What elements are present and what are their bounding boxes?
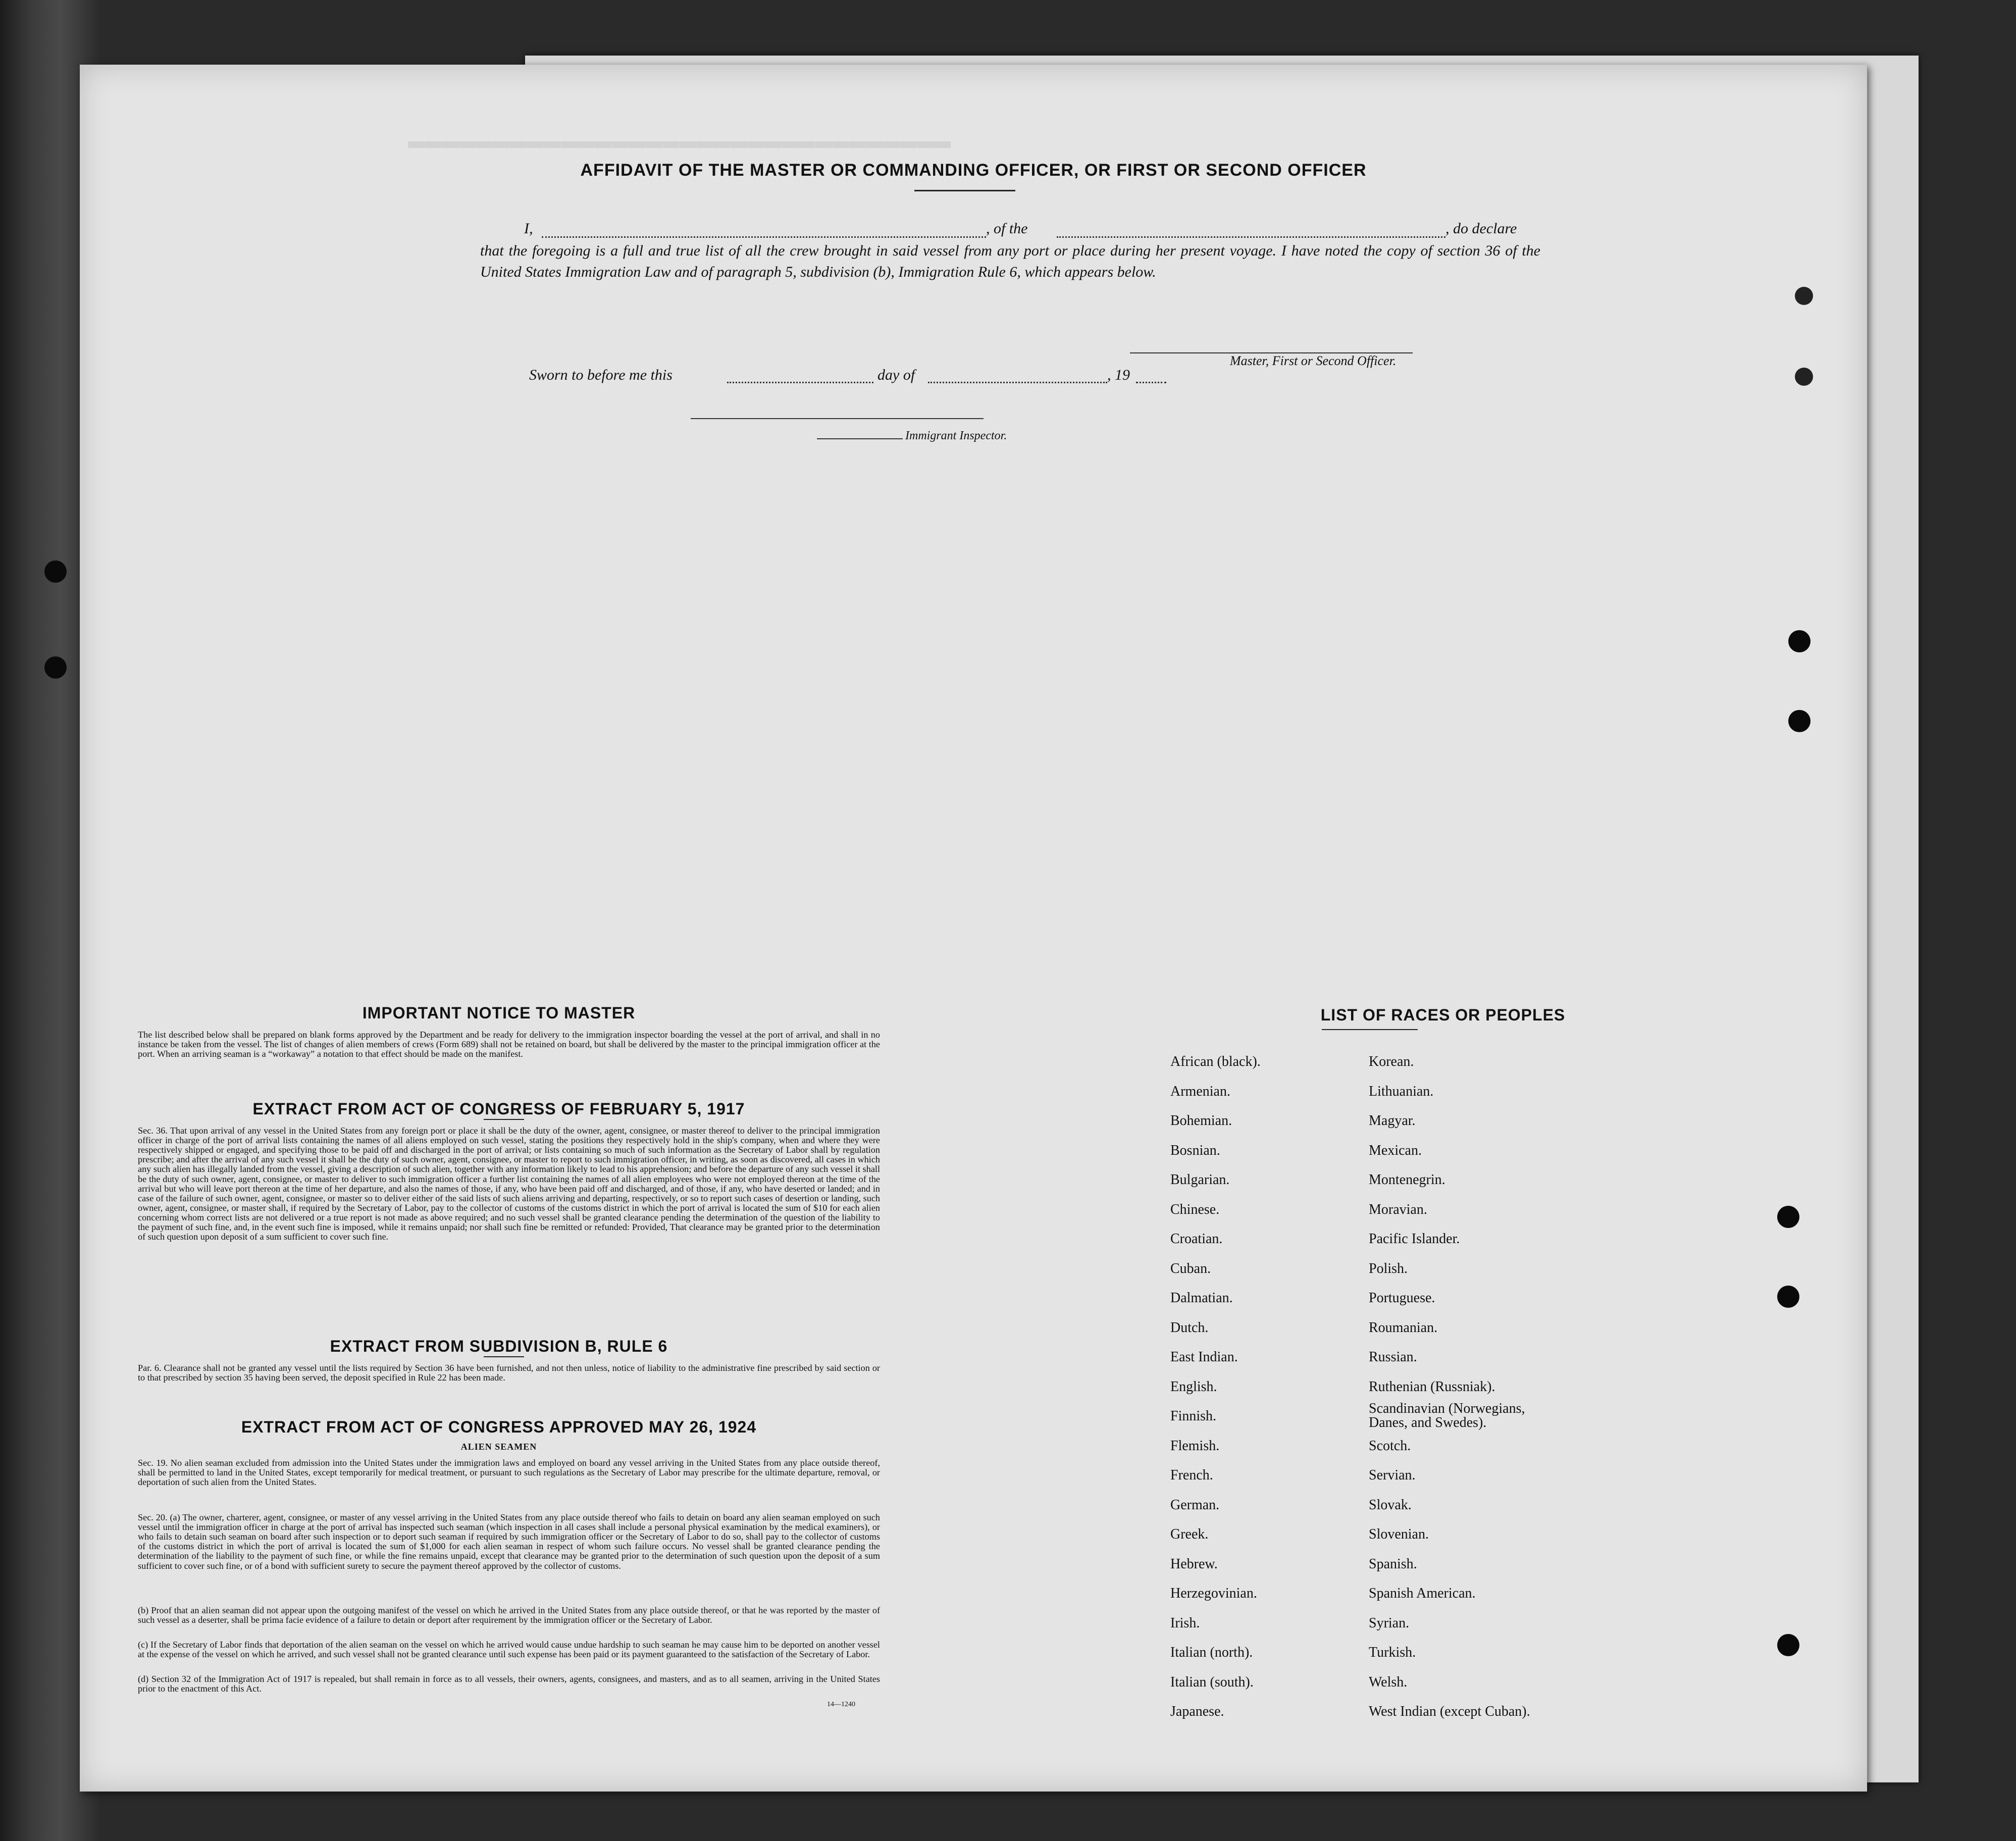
extract-1917-title: EXTRACT FROM ACT OF CONGRESS OF FEBRUARY 5, 1917 bbox=[252, 1100, 745, 1118]
punch-hole bbox=[1788, 710, 1811, 732]
race-item: Scandinavian (Norwegians, Danes, and Swedes). bbox=[1369, 1401, 1525, 1430]
race-item: Herzegovinian. bbox=[1170, 1586, 1257, 1601]
year-line bbox=[1136, 382, 1166, 383]
race-item: French. bbox=[1170, 1467, 1213, 1483]
race-item: English. bbox=[1170, 1378, 1217, 1395]
sec-20a-text: Sec. 20. (a) The owner, charterer, agent, consignee, or master of any vessel arriving in the United States from any place outside thereof who fails to detain on board any alien seaman employed on such vessel until the immigration officer in charge at the port of arrival has inspected such seaman (which inspection in all cases shall include a personal physical examination by the medical examiners), or who fails to detain such seaman on board after such inspection or to deport such seaman if required by such immigration officer or the Secretary of Labor to do so, shall pay to the collector of customs of the customs district in which the port of arrival is located the sum of $1,000 for each alien seaman in respect of whom such failure occurs. No vessel shall be granted clearance pending the determination of the liability to the payment of such fine, or while the fine remains unpaid, except that clearance may be granted prior to the determination of such question upon the deposit of a sum sufficient to cover such fine, or of a bond with sufficient surety to secure the payment thereof approved by the collector of customs. bbox=[138, 1512, 880, 1571]
race-item: Lithuanian. bbox=[1369, 1083, 1434, 1099]
race-item: Ruthenian (Russniak). bbox=[1369, 1378, 1495, 1395]
race-item: Moravian. bbox=[1369, 1201, 1427, 1217]
race-item: Pacific Islander. bbox=[1369, 1231, 1460, 1247]
extract-1917-body: Sec. 36. That upon arrival of any vessel in the United States from any foreign port or place it shall be the duty of the owner, agent, consignee, or master thereof to deliver to the principal immigration officer in charge of the port of arrival lists containing the names of all aliens employed on such vessel, stating the positions they respectively hold in the ship's company, when and where they were respectively shipped or engaged, and specifying those to be paid off and discharged in the port of arrival; or lists containing so much of such information as the Secretary of Labor shall by regulation prescribe; and after the arrival of any such vessel it shall be the duty of such owner, agent, consignee, or master to report to such immigration officer, in writing, as soon as discovered, all cases in which any such alien has illegally landed from the vessel, giving a description of such alien, together with any information likely to lead to his apprehension; and before the departure of any such vessel it shall be the duty of such owner, agent, consignee, or master to deliver to such immigration officer a further list containing the names of all alien employees who were not employed thereon at the time of the arrival but who will leave port thereon at the time of her departure, and also the names of those, if any, who have been paid off and discharged, and of those, if any, who have deserted or landed; and in case of the failure of such owner, agent, consignee, or master so to deliver either of the said lists of such aliens arriving and departing, respectively, or so to report such cases of desertion or landing, such owner, agent, consignee, or master shall, if required by the Secretary of Labor, pay to the collector of customs of the customs district in which the port of arrival is located the sum of $10 for each alien concerning whom correct lists are not delivered or a true report is not made as above required; and no such vessel shall be granted clearance pending the determination of the question of the liability to the payment of such fine, and, in the event such fine is imposed, while it remains unpaid; nor shall such fine be remitted or refunded: Provided, That clearance may be granted prior to the determination of such question upon deposit of a sum sufficient to cover such fine. bbox=[138, 1126, 880, 1242]
punch-hole bbox=[1777, 1286, 1799, 1308]
races-title: LIST OF RACES OR PEOPLES bbox=[1320, 1006, 1566, 1024]
race-item: Irish. bbox=[1170, 1615, 1200, 1631]
race-item: Finnish. bbox=[1170, 1408, 1217, 1424]
races-title-rule bbox=[1322, 1029, 1418, 1030]
race-item: Montenegrin. bbox=[1369, 1172, 1445, 1188]
inspector-label: Immigrant Inspector. bbox=[905, 429, 1007, 442]
sec-20c-text: (c) If the Secretary of Labor finds that deportation of the alien seaman on the vessel on which he arrived would cause undue hardship to such seaman he may cause him to be deported on another vessel at the expense of the vessel on which he arrived, and such vessel shall not be granted clearance until such expense has been paid or its payment guaranteed to the satisfaction of the Secretary of Labor. bbox=[138, 1640, 880, 1660]
race-item: German. bbox=[1170, 1497, 1220, 1513]
race-item: Bulgarian. bbox=[1170, 1172, 1230, 1188]
sworn-day-line bbox=[727, 382, 873, 383]
race-item: Slovak. bbox=[1369, 1497, 1412, 1513]
race-item: Spanish. bbox=[1369, 1556, 1417, 1572]
punch-hole bbox=[44, 560, 67, 583]
subdivision-b-rule bbox=[484, 1356, 524, 1357]
name-line bbox=[542, 236, 986, 238]
master-signature-label: Master, First or Second Officer. bbox=[1230, 353, 1397, 368]
race-item: Spanish American. bbox=[1369, 1586, 1476, 1601]
race-item: Korean. bbox=[1369, 1054, 1414, 1069]
punch-hole bbox=[1788, 630, 1811, 652]
race-item: Bosnian. bbox=[1170, 1142, 1220, 1158]
race-item: Magyar. bbox=[1369, 1113, 1416, 1129]
race-item: Scotch. bbox=[1369, 1438, 1411, 1454]
month-line bbox=[928, 382, 1107, 383]
alien-seamen-subtitle: ALIEN SEAMEN bbox=[460, 1442, 537, 1452]
inspector-short-line bbox=[817, 438, 903, 439]
affidavit-title: AFFIDAVIT OF THE MASTER OR COMMANDING OFFICER, OR FIRST OR SECOND OFFICER bbox=[580, 161, 1367, 180]
sec-20b-text: (b) Proof that an alien seaman did not appear upon the outgoing manifest of the vessel on which he arrived in the United States from any place outside thereof, or that he was reported by the master of such vessel as a deserter, shall be prima facie evidence of a failure to detain or deport after requirement by the immigration officer or the Secretary of Labor. bbox=[138, 1605, 880, 1625]
race-item: Syrian. bbox=[1369, 1615, 1410, 1631]
year-prefix: , 19 bbox=[1107, 367, 1130, 383]
punch-hole bbox=[1795, 287, 1813, 305]
race-item: African (black). bbox=[1170, 1054, 1261, 1069]
race-item: Hebrew. bbox=[1170, 1556, 1218, 1572]
affidavit-title-rule bbox=[914, 190, 1015, 191]
affidavit-i: I, bbox=[524, 220, 533, 237]
bleed-through: ▬▬▬▬▬▬▬▬▬▬▬▬▬▬▬▬▬▬▬▬▬▬▬▬▬▬▬▬▬▬▬▬ bbox=[408, 125, 951, 158]
extract-1924-title: EXTRACT FROM ACT OF CONGRESS APPROVED MAY 26, 1924 bbox=[241, 1418, 757, 1436]
affidavit-of-the: , of the bbox=[986, 220, 1028, 237]
punch-hole bbox=[44, 656, 67, 679]
race-item: Bohemian. bbox=[1170, 1113, 1232, 1129]
race-item: Servian. bbox=[1369, 1467, 1416, 1483]
punch-hole bbox=[1777, 1634, 1799, 1656]
race-item: Armenian. bbox=[1170, 1083, 1230, 1099]
punch-hole bbox=[1777, 1206, 1799, 1228]
race-item: Italian (south). bbox=[1170, 1674, 1254, 1690]
sec-19-text: Sec. 19. No alien seaman excluded from admission into the United States under the immigration laws and employed on board any vessel arriving in the United States from any place outside thereof, shall be permitted to land in the United States, except temporarily for medical treatment, or pursuant to such regulations as the Secretary of Labor may prescribe for the ultimate departure, removal, or deportation of such alien from the United States. bbox=[138, 1458, 880, 1488]
race-item: Japanese. bbox=[1170, 1704, 1224, 1719]
race-item: Dutch. bbox=[1170, 1319, 1209, 1336]
race-item: Chinese. bbox=[1170, 1201, 1220, 1217]
race-item: Italian (north). bbox=[1170, 1645, 1253, 1660]
race-item: Mexican. bbox=[1369, 1142, 1422, 1158]
race-item: Greek. bbox=[1170, 1526, 1209, 1542]
affidavit-body: that the foregoing is a full and true list of all the crew brought in said vessel from any port or place during her present voyage. I have noted the copy of section 36 of the United States Immigration Law and of paragraph 5, subdivision (b), Immigration Rule 6, which appears below. bbox=[480, 242, 1540, 280]
inspector-signature-line bbox=[691, 418, 984, 419]
race-item: West Indian (except Cuban). bbox=[1369, 1704, 1530, 1719]
vessel-line bbox=[1057, 236, 1445, 238]
races-right-column bbox=[1369, 1047, 1550, 1727]
race-item: Slovenian. bbox=[1369, 1526, 1429, 1542]
race-item: Russian. bbox=[1369, 1349, 1417, 1365]
race-item: Flemish. bbox=[1170, 1438, 1220, 1454]
sec-20d-text: (d) Section 32 of the Immigration Act of 1917 is repealed, but shall remain in force as to all vessels, their owners, agents, consignees, and masters, and as to all seamen, arriving in the United States prior to the enactment of this Act. bbox=[138, 1674, 880, 1694]
extract-1917-rule bbox=[484, 1119, 524, 1120]
races-left-column bbox=[1170, 1047, 1261, 1727]
subdivision-b-title: EXTRACT FROM SUBDIVISION B, RULE 6 bbox=[330, 1337, 668, 1355]
notice-title: IMPORTANT NOTICE TO MASTER bbox=[362, 1004, 636, 1022]
race-item: East Indian. bbox=[1170, 1349, 1238, 1365]
day-of-text: day of bbox=[877, 367, 915, 383]
race-item: Turkish. bbox=[1369, 1645, 1416, 1660]
punch-hole bbox=[1795, 368, 1813, 386]
race-item: Polish. bbox=[1369, 1260, 1408, 1276]
race-item: Welsh. bbox=[1369, 1674, 1408, 1690]
affidavit-declare: , do declare bbox=[1445, 220, 1517, 237]
race-item: Dalmatian. bbox=[1170, 1290, 1233, 1306]
affidavit-page bbox=[80, 65, 1867, 1792]
race-item: Roumanian. bbox=[1369, 1319, 1438, 1336]
subdivision-b-body: Par. 6. Clearance shall not be granted any vessel until the lists required by Section 36 have been furnished, and not then unless, notice of liability to the administrative fine prescribed by said section or to that prescribed by section 35 having been served, the deposit specified in Rule 22 has been made. bbox=[138, 1363, 880, 1383]
form-number: 14—1240 bbox=[827, 1701, 855, 1708]
sworn-text: Sworn to before me this bbox=[529, 367, 673, 383]
race-item: Cuban. bbox=[1170, 1260, 1211, 1276]
race-item: Croatian. bbox=[1170, 1231, 1223, 1247]
race-item: Portuguese. bbox=[1369, 1290, 1435, 1306]
notice-body: The list described below shall be prepared on blank forms approved by the Department and be ready for delivery to the immigration inspector boarding the vessel at the port of arrival, and shall in no instance be taken from the vessel. The list of changes of alien members of crews (Form 689) shall not be retained on board, but shall be delivered by the master to the principal immigration officer at the port. When an arriving seaman is a “workaway” a notation to that effect should be made on the manifest. bbox=[138, 1030, 880, 1059]
